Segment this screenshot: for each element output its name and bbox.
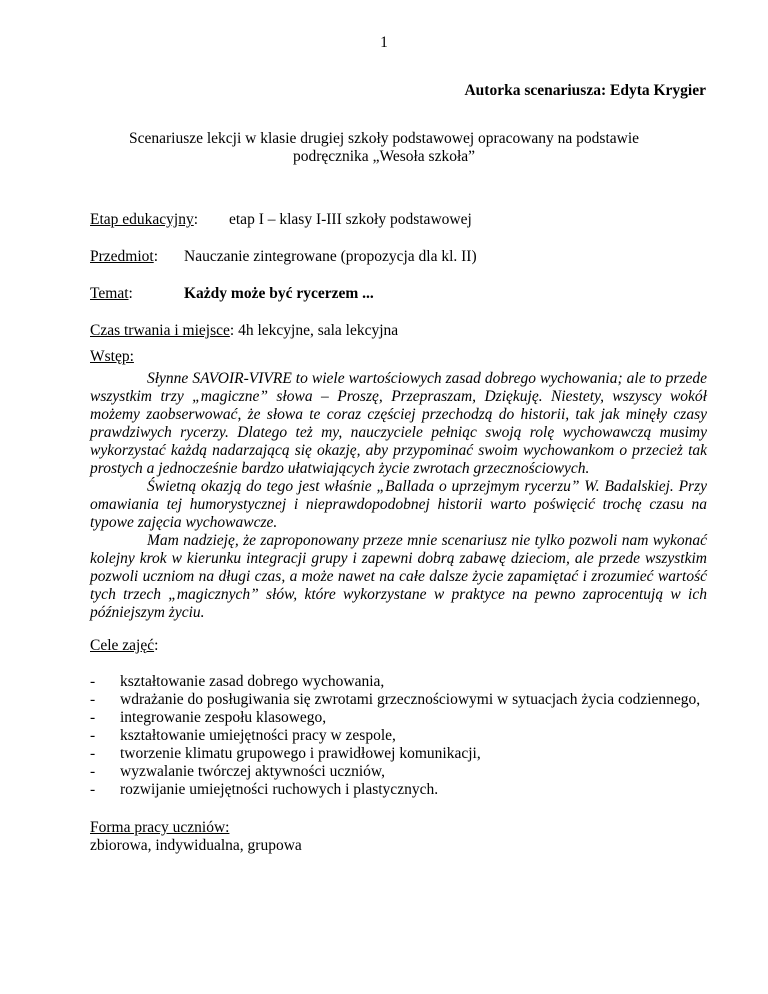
cele-colon: : (154, 637, 159, 654)
przedmiot-value: Nauczanie zintegrowane (propozycja dla kl. II) (184, 248, 477, 265)
wstep-heading: Wstęp: (90, 348, 134, 365)
intro-text (90, 370, 707, 622)
temat-value: Każdy może być rycerzem ... (184, 285, 374, 302)
forma-value: zbiorowa, indywidualna, grupowa (90, 837, 302, 854)
przedmiot-colon: : (153, 248, 159, 265)
etap-label-row (90, 211, 198, 229)
przedmiot-label-row (90, 248, 158, 266)
goal-item: - tworzenie klimatu grupowego i prawidłowej komunikacji, (90, 745, 707, 763)
goal-item: - wdrażanie do posługiwania się zwrotami grzecznościowymi w sytuacjach życia codziennego, (90, 691, 707, 709)
page-number: 1 (380, 34, 388, 51)
czas-row (90, 322, 398, 340)
subtitle-line-1: Scenariusze lekcji w klasie drugiej szkoły podstawowej opracowany na podstawie (128, 130, 640, 147)
etap-label: Etap edukacyjny (90, 211, 194, 228)
temat-label-row (90, 285, 133, 303)
goal-item: - rozwijanie umiejętności ruchowych i plastycznych. (90, 781, 707, 799)
goal-item: - kształtowanie zasad dobrego wychowania, (90, 673, 707, 691)
etap-colon: : (193, 211, 199, 228)
intro-paragraph: Mam nadzieję, że zaproponowany przeze mnie scenariusz nie tylko pozwoli nam wykonać kolejny krok w kierunku integracji grupy i zapewni dobrą zabawę dzieciom, ale przede wszystkim pozwoli uczniom na długi czas, a może nawet na całe dalsze życie zapamiętać i zrozumieć wartość tych trzech „magicznych” słów, które wykorzystane w praktyce na pewno zaprocentują w ich późniejszym życiu. (90, 532, 707, 621)
przedmiot-label: Przedmiot (90, 248, 154, 265)
intro-paragraph: Słynne SAVOIR-VIVRE to wiele wartościowych zasad dobrego wychowania; ale to przede wszystkim trzy „magiczne” słowa – Proszę, Przepraszam, Dziękuję. Niestety, wszyscy wokół możemy zaobserwować, że słowa te coraz częściej przechodzą do historii, tak jak minęły czasy prawdziwych rycerzy. Dlatego też my, nauczyciele pełniąc swoją rolę wychowawczą musimy wykorzystać każdą nadarzającą się okazję, aby przypominać swoim wychowankom o przecież tak prostych a jednocześnie bardzo ułatwiających życie zwrotach grzecznościowych. (90, 370, 707, 477)
czas-value: : 4h lekcyjne, sala lekcyjna (229, 322, 399, 339)
intro-paragraph: Świetną okazją do tego jest właśnie „Ballada o uprzejmym rycerzu” W. Badalskiej. Przy omawiania tej humorystycznej i nieprawdopodobnej historii warto poświęcić trochę czasu na typowe zajęcia wychowawcze. (90, 478, 707, 531)
etap-value: etap I – klasy I-III szkoły podstawowej (229, 211, 472, 228)
author-line: Autorka scenariusza: Edyta Krygier (464, 82, 706, 99)
goal-item: - integrowanie zespołu klasowego, (90, 709, 707, 727)
temat-colon: : (128, 285, 133, 302)
goal-item: - wyzwalanie twórczej aktywności uczniów, (90, 763, 707, 781)
temat-label: Temat (90, 285, 129, 302)
czas-label: Czas trwania i miejsce (90, 322, 230, 339)
cele-heading: Cele zajęć (90, 637, 155, 654)
goals-list (90, 673, 707, 799)
cele-heading-row (90, 637, 158, 655)
goal-item: - kształtowanie umiejętności pracy w zespole, (90, 727, 707, 745)
subtitle-line-2: podręcznika „Wesoła szkoła” (292, 148, 476, 165)
forma-heading: Forma pracy uczniów: (90, 819, 230, 836)
